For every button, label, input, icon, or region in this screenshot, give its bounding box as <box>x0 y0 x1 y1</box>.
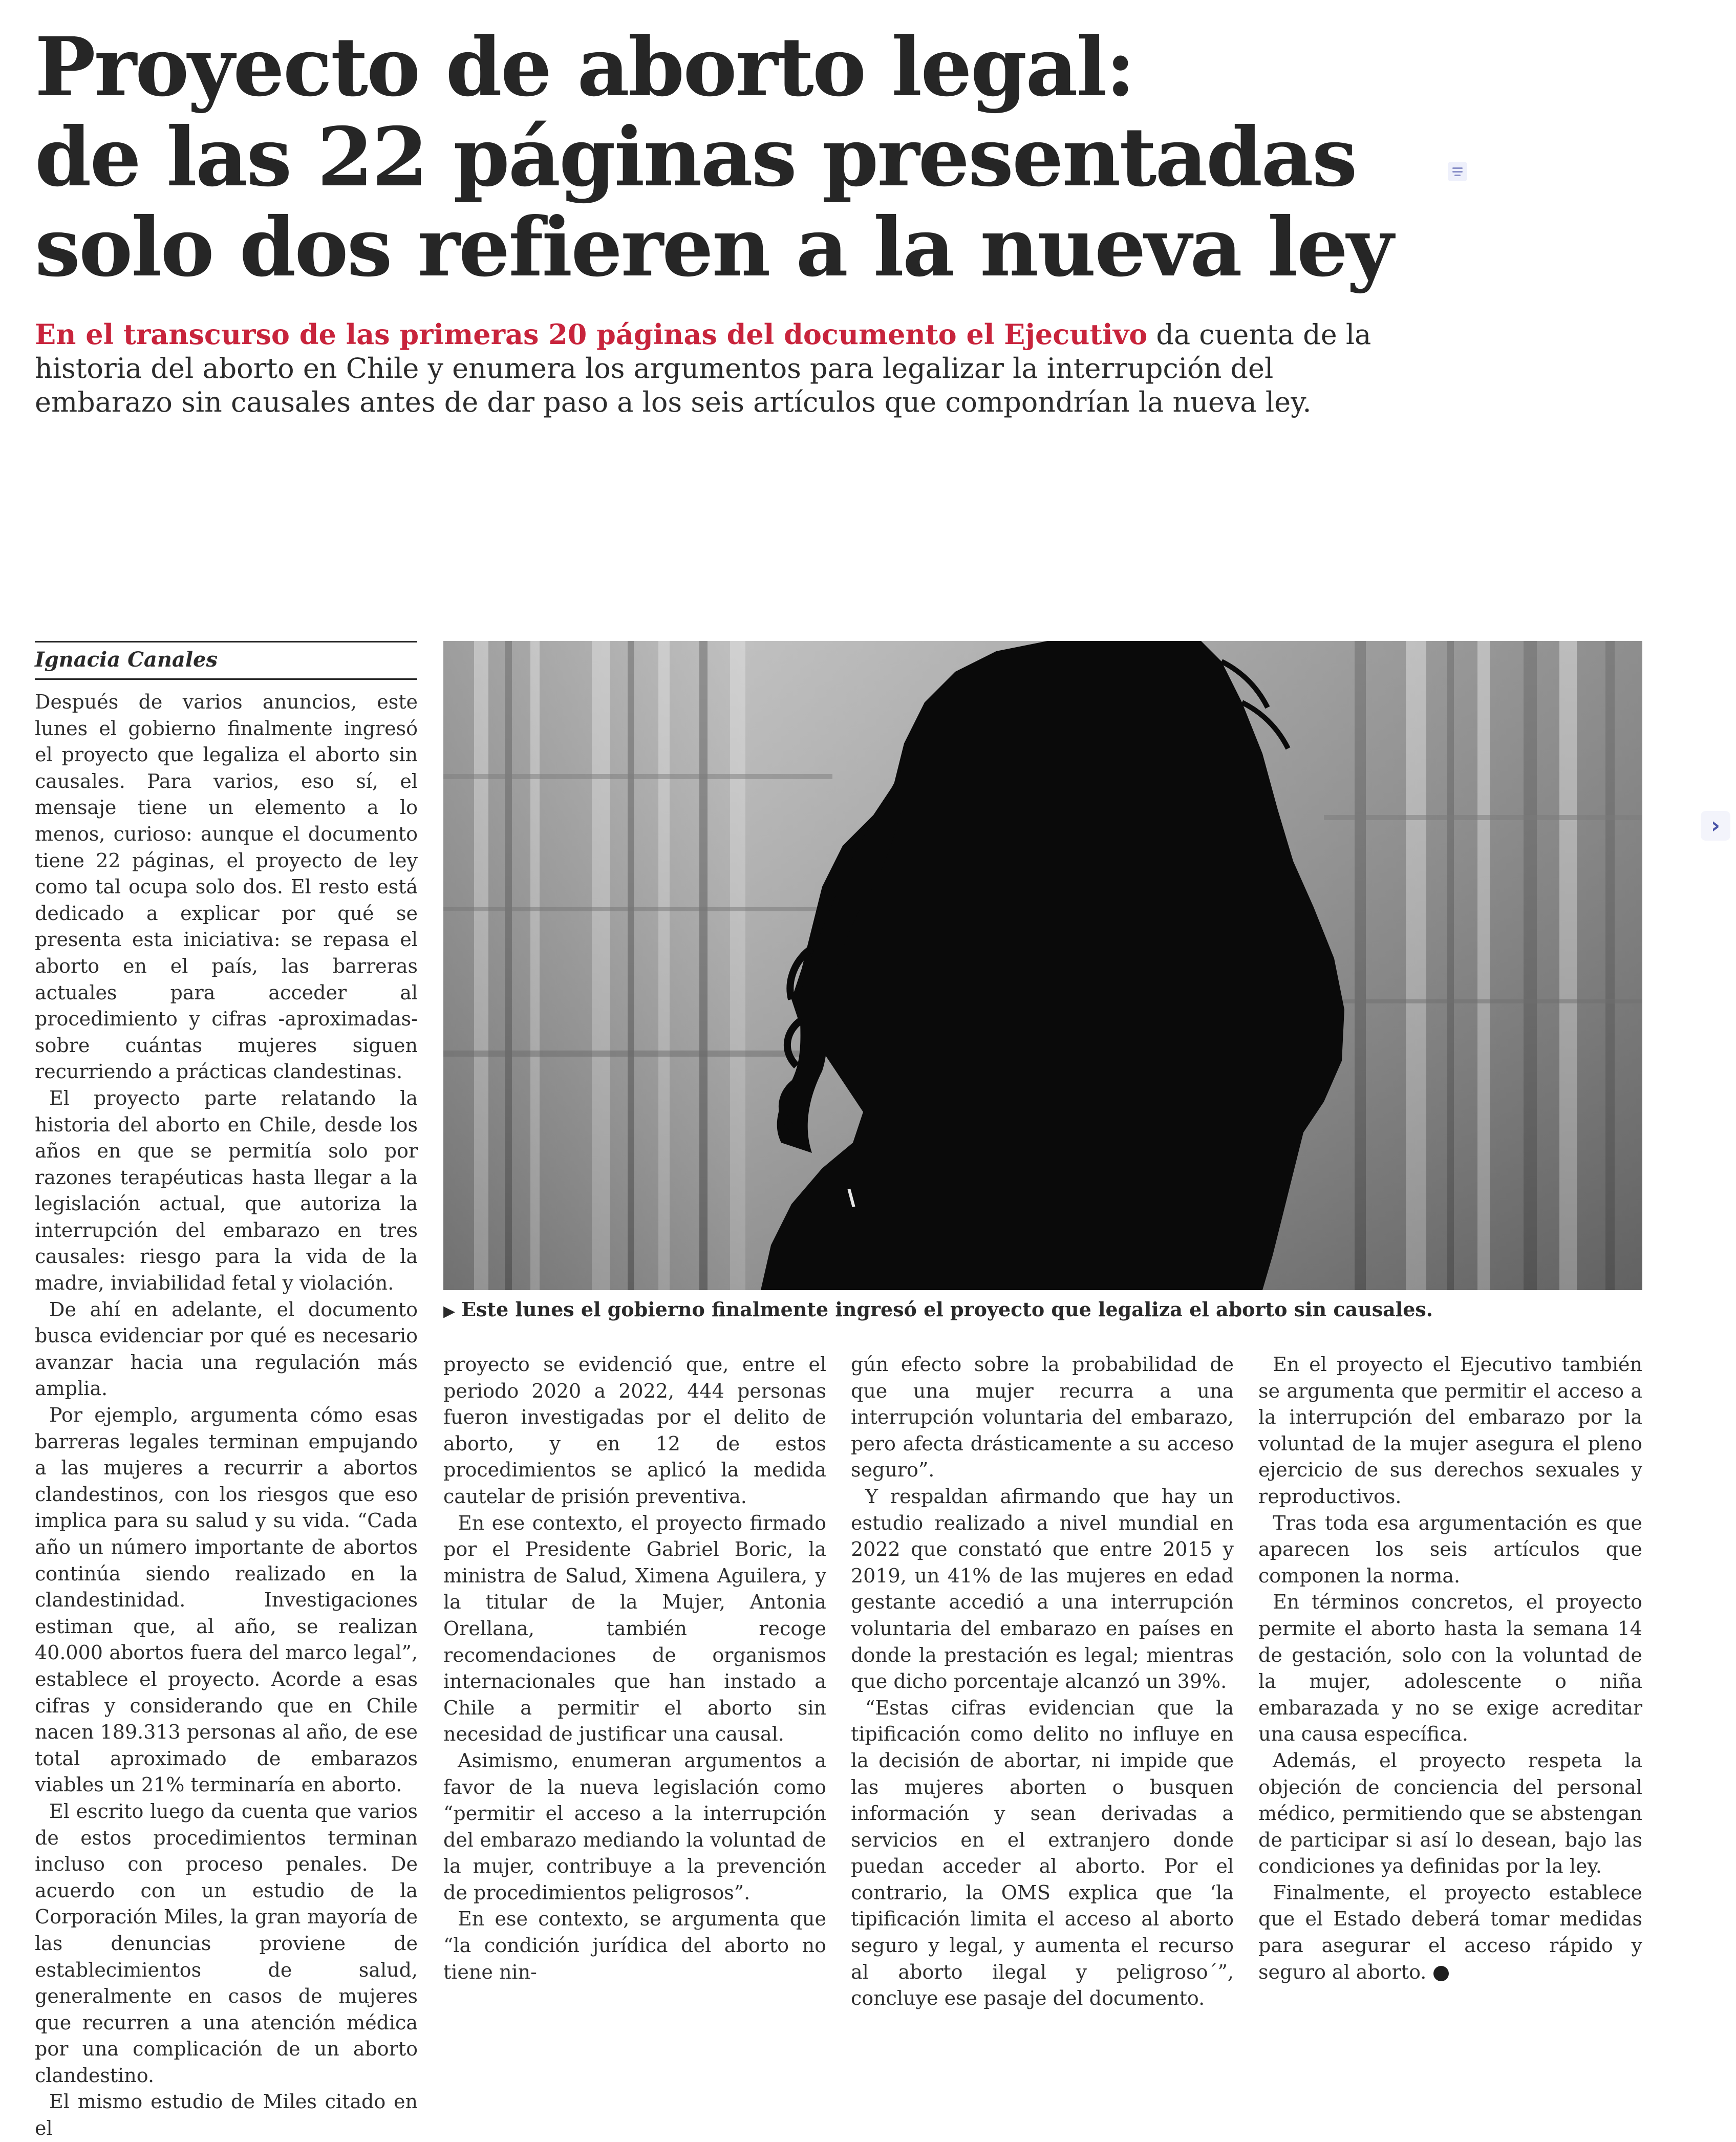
headline-line-1: Proyecto de aborto legal: <box>35 20 1134 115</box>
body-column-2 <box>443 1352 826 1983</box>
lead-highlight: En el transcurso de las primeras 20 páginas del documento el Ejecutivo <box>35 318 1148 351</box>
body-paragraph: El mismo estudio de Miles citado en el <box>35 2090 418 2140</box>
headline-line-3: solo dos refieren a la nueva ley <box>35 200 1392 295</box>
body-paragraph: Y respaldan afirmando que hay un estudio realizado a nivel mundial en 2022 que constató que entre 2015 y 2019, un 41% de las mujeres en edad gestante accedió a una interrupción voluntaria del embarazo en países en donde la prestación es legal; mientras que dicho porcentaje alcanzó un 39%. <box>851 1485 1234 1693</box>
headline-line-2: de las 22 páginas presentadas <box>35 110 1356 205</box>
next-page-chevron-icon[interactable]: › <box>1701 811 1730 841</box>
body-paragraph: En el proyecto el Ejecutivo también se argumenta que permitir el acceso a la interrupción del embarazo por la voluntad de la mujer asegura el pleno ejercicio de sus derechos sexuales y reproductivos. <box>1258 1353 1642 1508</box>
headline <box>35 20 1392 295</box>
body-paragraph: De ahí en adelante, el documento busca evidenciar por qué es necesario avanzar hacia una regulación más amplia. <box>35 1298 418 1400</box>
body-paragraph: En ese contexto, se argumenta que “la condición jurídica del aborto no tiene nin- <box>443 1908 826 1983</box>
lead-paragraph <box>35 317 1371 419</box>
body-column-1 <box>35 689 418 2140</box>
body-paragraph-final-text: Finalmente, el proyecto establece que el Estado deberá tomar medidas para asegurar el acceso rápido y seguro al aborto. <box>1258 1881 1642 1983</box>
article-photo <box>443 641 1642 1290</box>
end-of-article-icon <box>1433 1966 1449 1981</box>
body-column-4 <box>1258 1352 1642 1983</box>
silhouette-photo-illustration <box>443 641 1642 1290</box>
lead-line-1-rest: da cuenta de la <box>1147 318 1371 351</box>
body-paragraph: En términos concretos, el proyecto permite el aborto hasta la semana 14 de gestación, solo con la voluntad de la mujer, adolescente o niña embarazada y no se exige acreditar una causa específica. <box>1258 1591 1642 1746</box>
body-paragraph: En ese contexto, el proyecto firmado por el Presidente Gabriel Boric, la ministra de Salud, Ximena Aguilera, y la titular de la Mujer, Antonia Orellana, también recoge recomendaciones de organismos internacionales que han instado a Chile a permitir el aborto sin necesidad de justificar una causal. <box>443 1511 826 1746</box>
body-paragraph: Asimismo, enumeran argumentos a favor de la nueva legislación como “permitir el acceso a la interrupción del embarazo mediando la voluntad de la mujer, contribuye a la prevención de procedimientos peligrosos”. <box>443 1749 826 1904</box>
note-icon[interactable] <box>1448 162 1467 181</box>
body-paragraph: Después de varios anuncios, este lunes el gobierno finalmente ingresó el proyecto que legaliza el aborto sin causales. Para varios, eso sí, el mensaje tiene un elemento a lo menos, curioso: aunque el documento tiene 22 páginas, el proyecto de ley como tal ocupa solo dos. El resto está dedicado a explicar por qué se presenta esta iniciativa: se repasa el aborto en el país, las barreras actuales para acceder al procedimiento y cifras -aproximadas- sobre cuántas mujeres siguen recurriendo a prácticas clandestinas. <box>35 691 418 1083</box>
body-paragraph: gún efecto sobre la probabilidad de que una mujer recurra a una interrupción voluntaria del embarazo, pero afecta drásticamente a su acceso seguro”. <box>851 1353 1234 1482</box>
body-paragraph: Por ejemplo, argumenta cómo esas barreras legales terminan empujando a las mujeres a recurrir a abortos clandestinos, con los riesgos que eso implica para su salud y su vida. “Cada año un número importante de abortos continúa siendo realizado en la clandestinidad. Investigaciones estiman que, al año, se realizan 40.000 abortos fuera del marco legal”, establece el proyecto. Acorde a esas cifras y considerando que en Chile nacen 189.313 personas al año, de ese total aproximado de embarazos viables un 21% terminaría en aborto. <box>35 1404 418 1796</box>
photo-caption <box>443 1297 1642 1324</box>
body-paragraph: “Estas cifras evidencian que la tipificación como delito no influye en la decisión de abortar, ni impide que las mujeres aborten o busquen información y sean derivadas a servicios en el extranjero donde puedan acceder al aborto. Por el contrario, la OMS explica que ‘la tipificación limita el acceso al aborto seguro y legal, y aumenta el recurso al aborto ilegal y peligroso´”, concluye ese pasaje del documento. <box>851 1696 1234 2010</box>
author-byline: Ignacia Canales <box>35 641 417 680</box>
body-paragraph: El proyecto parte relatando la historia del aborto en Chile, desde los años en que se permitía solo por razones terapéuticas hasta llegar a la legislación actual, que autoriza la interrupción del embarazo en tres causales: riesgo para la vida de la madre, inviabilidad fetal y violación. <box>35 1086 418 1295</box>
body-paragraph-final <box>1258 1880 1642 1985</box>
caption-arrow-icon: ▶ <box>443 1302 456 1320</box>
caption-text: Este lunes el gobierno finalmente ingresó el proyecto que legaliza el aborto sin causales. <box>461 1298 1433 1321</box>
body-column-3 <box>851 1352 1234 2010</box>
body-paragraph: Además, el proyecto respeta la objeción de conciencia del personal médico, permitiendo que se abstengan de participar si así lo desean, bajo las condiciones ya definidas por la ley. <box>1258 1749 1642 1878</box>
lead-line-3: embarazo sin causales antes de dar paso a los seis artículos que compondrían la nueva ley. <box>35 386 1312 418</box>
body-paragraph: proyecto se evidenció que, entre el periodo 2020 a 2022, 444 personas fueron investigadas por el delito de aborto, y en 12 de estos procedimientos se aplicó la medida cautelar de prisión preventiva. <box>443 1353 826 1508</box>
lead-line-1 <box>35 317 1371 352</box>
lead-line-2: historia del aborto en Chile y enumera los argumentos para legalizar la interrupción del <box>35 352 1274 384</box>
body-paragraph: Tras toda esa argumentación es que aparecen los seis artículos que componen la norma. <box>1258 1511 1642 1587</box>
body-paragraph: El escrito luego da cuenta que varios de estos procedimientos terminan incluso con proceso penales. De acuerdo con un estudio de la Corporación Miles, la gran mayoría de las denuncias proviene de establecimientos de salud, generalmente en casos de mujeres que recurren a una atención médica por una complicación de un aborto clandestino. <box>35 1800 418 2087</box>
